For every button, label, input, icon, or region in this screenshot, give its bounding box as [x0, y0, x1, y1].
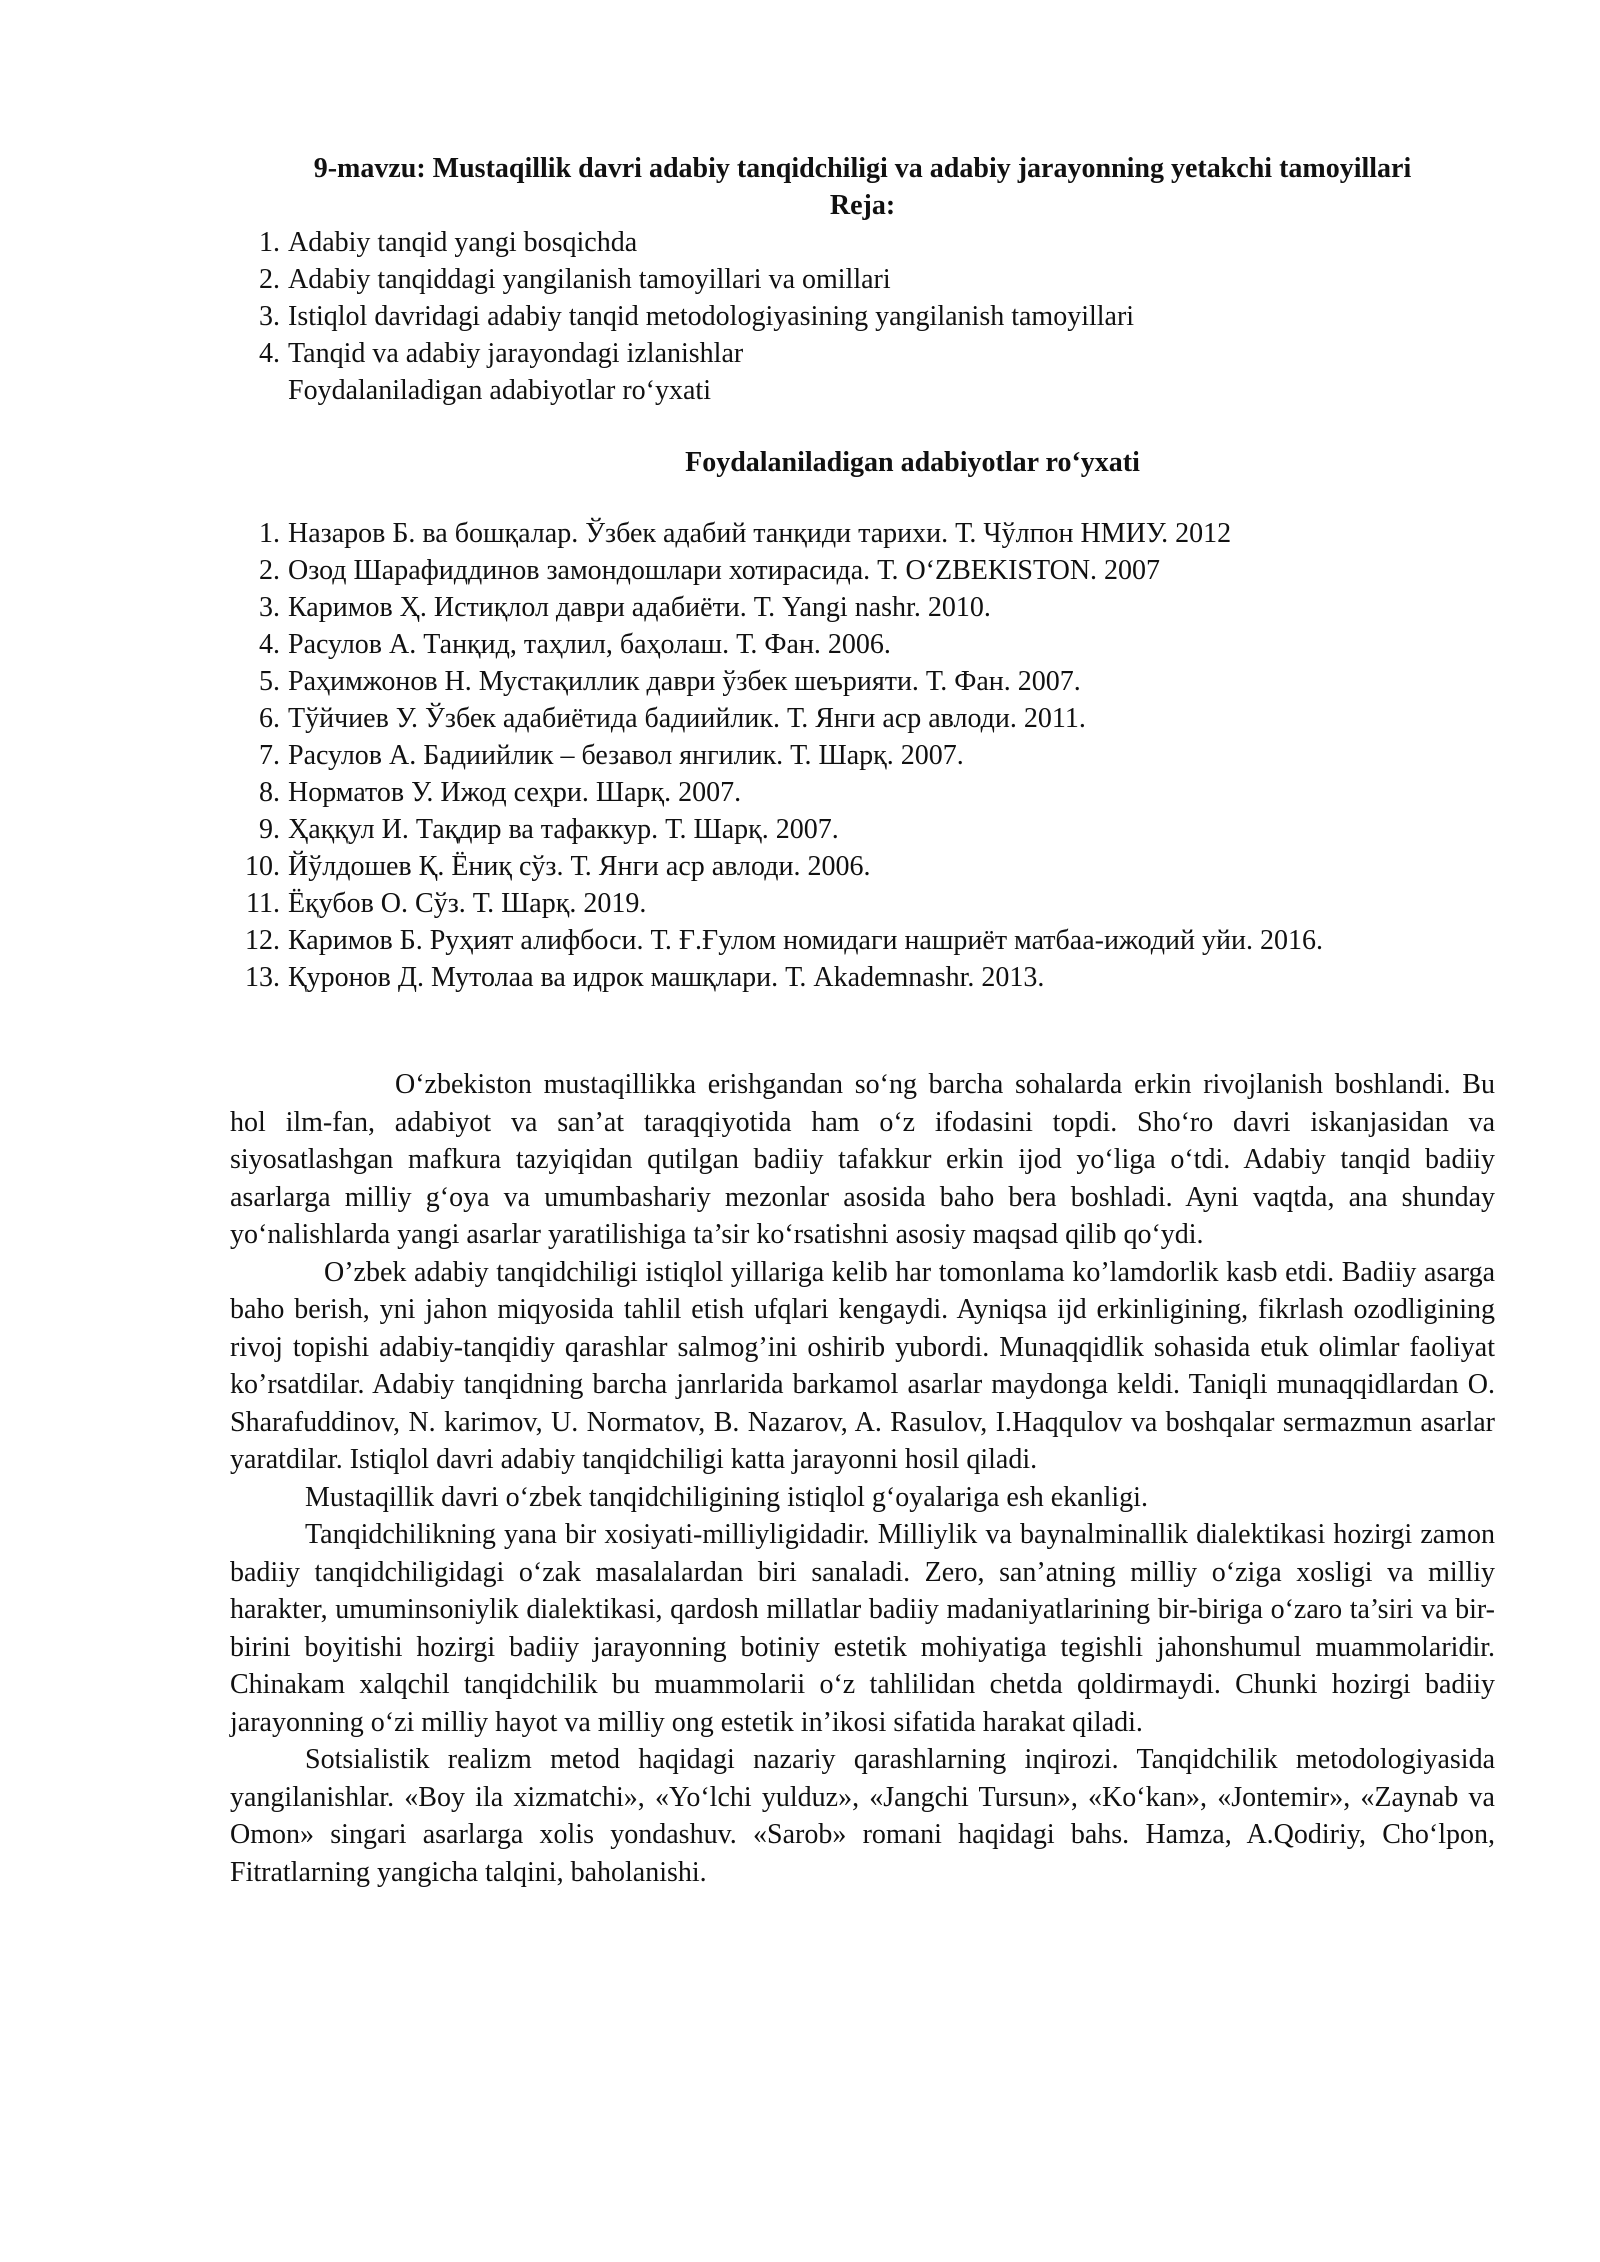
- literature-item-number: 10.: [245, 851, 280, 882]
- literature-item-number: 13.: [245, 962, 280, 993]
- literature-item-text: Назаров Б. ва бошқалар. Ўзбек адабий танқиди тарихи. Т. Чўлпон НМИУ. 2012: [288, 518, 1232, 549]
- literature-item-text: Каримов Б. Руҳият алифбоси. Т. Ғ.Ғулом номидаги нашриёт матбаа-ижодий уйи. 2016.: [288, 925, 1323, 956]
- literature-item: [230, 589, 1495, 626]
- literature-item: [230, 922, 1495, 959]
- literature-item: [230, 811, 1495, 848]
- body-paragraph-1: O‘zbekiston mustaqillikka erishgandan so‘ng barcha sohalarda erkin rivojlanish boshlandi. Bu hol ilm-fan, adabiyot va san’at taraqqiyotida ham o‘z ifodasini topdi. Sho‘ro davri iskanjasidan va siyosatlashgan mafkura tazyiqidan qutilgan badiiy tafakkur erkin ijod yo‘liga o‘tdi. Adabiy tanqid badiiy asarlarga milliy g‘oya va umumbashariy mezonlar asosida baho bera boshladi. Ayni vaqtda, ana shunday yo‘nalishlarda yangi asarlar yaratilishiga ta’sir ko‘rsatishni asosiy maqsad qilib qo‘ydi.: [230, 1069, 1495, 1250]
- literature-item-number: 7.: [259, 740, 280, 771]
- literature-item-text: Расулов А. Бадиийлик – безавол янгилик. Т. Шарқ. 2007.: [288, 740, 964, 771]
- literature-item-text: Раҳимжонов Н. Мустақиллик даври ўзбек шеърияти. Т. Фан. 2007.: [288, 666, 1081, 697]
- plan-item: [230, 335, 1495, 372]
- plan-item-text: Tanqid va adabiy jarayondagi izlanishlar: [288, 338, 744, 369]
- literature-item: [230, 959, 1495, 996]
- plan-item-text: Adabiy tanqid yangi bosqichda: [288, 227, 638, 258]
- literature-list: [230, 515, 1495, 996]
- literature-item-number: 5.: [259, 666, 280, 697]
- literature-item-number: 1.: [259, 518, 280, 549]
- literature-item: [230, 663, 1495, 700]
- literature-item-number: 6.: [259, 703, 280, 734]
- literature-item-text: Норматов У. Ижод сеҳри. Шарқ. 2007.: [288, 777, 742, 808]
- body-paragraph-2: O’zbek adabiy tanqidchiligi istiqlol yillariga kelib har tomonlama ko’lamdorlik kasb etdi. Badiiy asarga baho berish, yni jahon miqyosida tahlil etish ufqlari kengaydi. Ayniqsa ijd erkinligining, fikrlash ozodligining rivoj topishi adabiy-tanqidiy qarashlar salmog’ini oshirib yubordi. Munaqqidlik sohasida etuk olimlar faoliyat ko’rsatdilar. Adabiy tanqidning barcha janrlarida barkamol asarlar maydonga keldi. Taniqli munaqqidlardan O. Sharafuddinov, N. karimov, U. Normatov, B. Nazarov, A. Rasulov, I.Haqqulov va boshqalar sermazmun asarlar yaratdilar. Istiqlol davri adabiy tanqidchiligi katta jarayonni hosil qiladi.: [230, 1256, 1495, 1475]
- body-paragraph-4: Tanqidchilikning yana bir xosiyati-milliyligidadir. Milliylik va baynalminallik dialektikasi hozirgi zamon badiiy tanqidchiligidagi o‘zak masalalardan biri sanaladi. Zero, san’atning milliy o‘ziga xosligi va milliy harakter, umuminsoniylik dialektikasi, qardosh millatlar badiiy madaniyatlarining bir-biriga o‘zaro ta’siri va bir-birini boyitishi hozirgi badiiy jarayonning botiniy estetik mohiyatiga tegishli jahonshumul muammolaridir. Chinakam xalqchil tanqidchilik bu muammolarii o‘z tahlilidan chetda qoldirmaydi. Chunki hozirgi badiiy jarayonning o‘zi milliy hayot va milliy ong estetik in’ikosi sifatida harakat qiladi.: [230, 1519, 1495, 1738]
- plan-list: [230, 224, 1495, 372]
- plan-item-number: 4.: [259, 338, 280, 369]
- plan-item: [230, 298, 1495, 335]
- plan-item: [230, 261, 1495, 298]
- plan-heading: Reja:: [829, 190, 896, 221]
- document-title: 9-mavzu: Mustaqillik davri adabiy tanqidchiligi va adabiy jarayonning yetakchi tamoyillari: [313, 153, 1412, 184]
- plan-item-number: 2.: [259, 264, 280, 295]
- literature-item-number: 2.: [259, 555, 280, 586]
- literature-item: [230, 515, 1495, 552]
- literature-item-text: Ёқубов О. Сўз. Т. Шарқ. 2019.: [288, 888, 647, 919]
- literature-item-number: 11.: [246, 888, 280, 919]
- plan-item-number: 1.: [259, 227, 280, 258]
- literature-item-number: 3.: [259, 592, 280, 623]
- body-text: [230, 1066, 1495, 1891]
- literature-item-text: Қуронов Д. Мутолаа ва идрок машқлари. Т. Akademnashr. 2013.: [288, 962, 1045, 993]
- plan-item-text: Adabiy tanqiddagi yangilanish tamoyillari va omillari: [288, 264, 891, 295]
- literature-item-number: 4.: [259, 629, 280, 660]
- plan-extra-line: Foydalaniladigan adabiyotlar ro‘yxati: [288, 375, 711, 406]
- literature-item-text: Йўлдошев Қ. Ёниқ сўз. Т. Янги аср авлоди. 2006.: [288, 851, 871, 882]
- literature-item-text: Ҳаққул И. Тақдир ва тафаккур. Т. Шарқ. 2007.: [288, 814, 839, 845]
- literature-item: [230, 552, 1495, 589]
- plan-item-text: Istiqlol davridagi adabiy tanqid metodologiyasining yangilanish tamoyillari: [288, 301, 1135, 332]
- literature-item: [230, 626, 1495, 663]
- body-paragraph-3: Mustaqillik davri o‘zbek tanqidchiligining istiqlol g‘oyalariga esh ekanligi.: [305, 1481, 1148, 1513]
- plan-item-number: 3.: [259, 301, 280, 332]
- literature-item: [230, 885, 1495, 922]
- literature-item-number: 9.: [259, 814, 280, 845]
- literature-item-text: Расулов А. Танқид, таҳлил, баҳолаш. Т. Фан. 2006.: [288, 629, 891, 660]
- document-page: [230, 150, 1495, 1891]
- literature-item: [230, 774, 1495, 811]
- literature-item: [230, 700, 1495, 737]
- literature-heading: Foydalaniladigan adabiyotlar ro‘yxati: [685, 447, 1140, 478]
- literature-item: [230, 737, 1495, 774]
- literature-item-number: 8.: [259, 777, 280, 808]
- plan-item: [230, 224, 1495, 261]
- literature-item-text: Тўйчиев У. Ўзбек адабиётида бадиийлик. Т. Янги аср авлоди. 2011.: [288, 703, 1086, 734]
- body-paragraph-5: Sotsialistik realizm metod haqidagi nazariy qarashlarning inqirozi. Tanqidchilik metodologiyasida yangilanishlar. «Boy ila xizmatchi», «Yo‘lchi yulduz», «Jangchi Tursun», «Ko‘kan», «Jontemir», «Zaynab va Omon» singari asarlarga xolis yondashuv. «Sarob» romani haqidagi bahs. Hamza, A.Qodiriy, Cho‘lpon, Fitratlarning yangicha talqini, baholanishi.: [230, 1744, 1495, 1888]
- literature-item: [230, 848, 1495, 885]
- literature-item-text: Озод Шарафиддинов замондошлари хотирасида. Т. O‘ZBEKISTON. 2007: [288, 555, 1161, 586]
- literature-item-text: Каримов Ҳ. Истиқлол даври адабиёти. Т. Yangi nashr. 2010.: [288, 592, 991, 623]
- literature-item-number: 12.: [245, 925, 280, 956]
